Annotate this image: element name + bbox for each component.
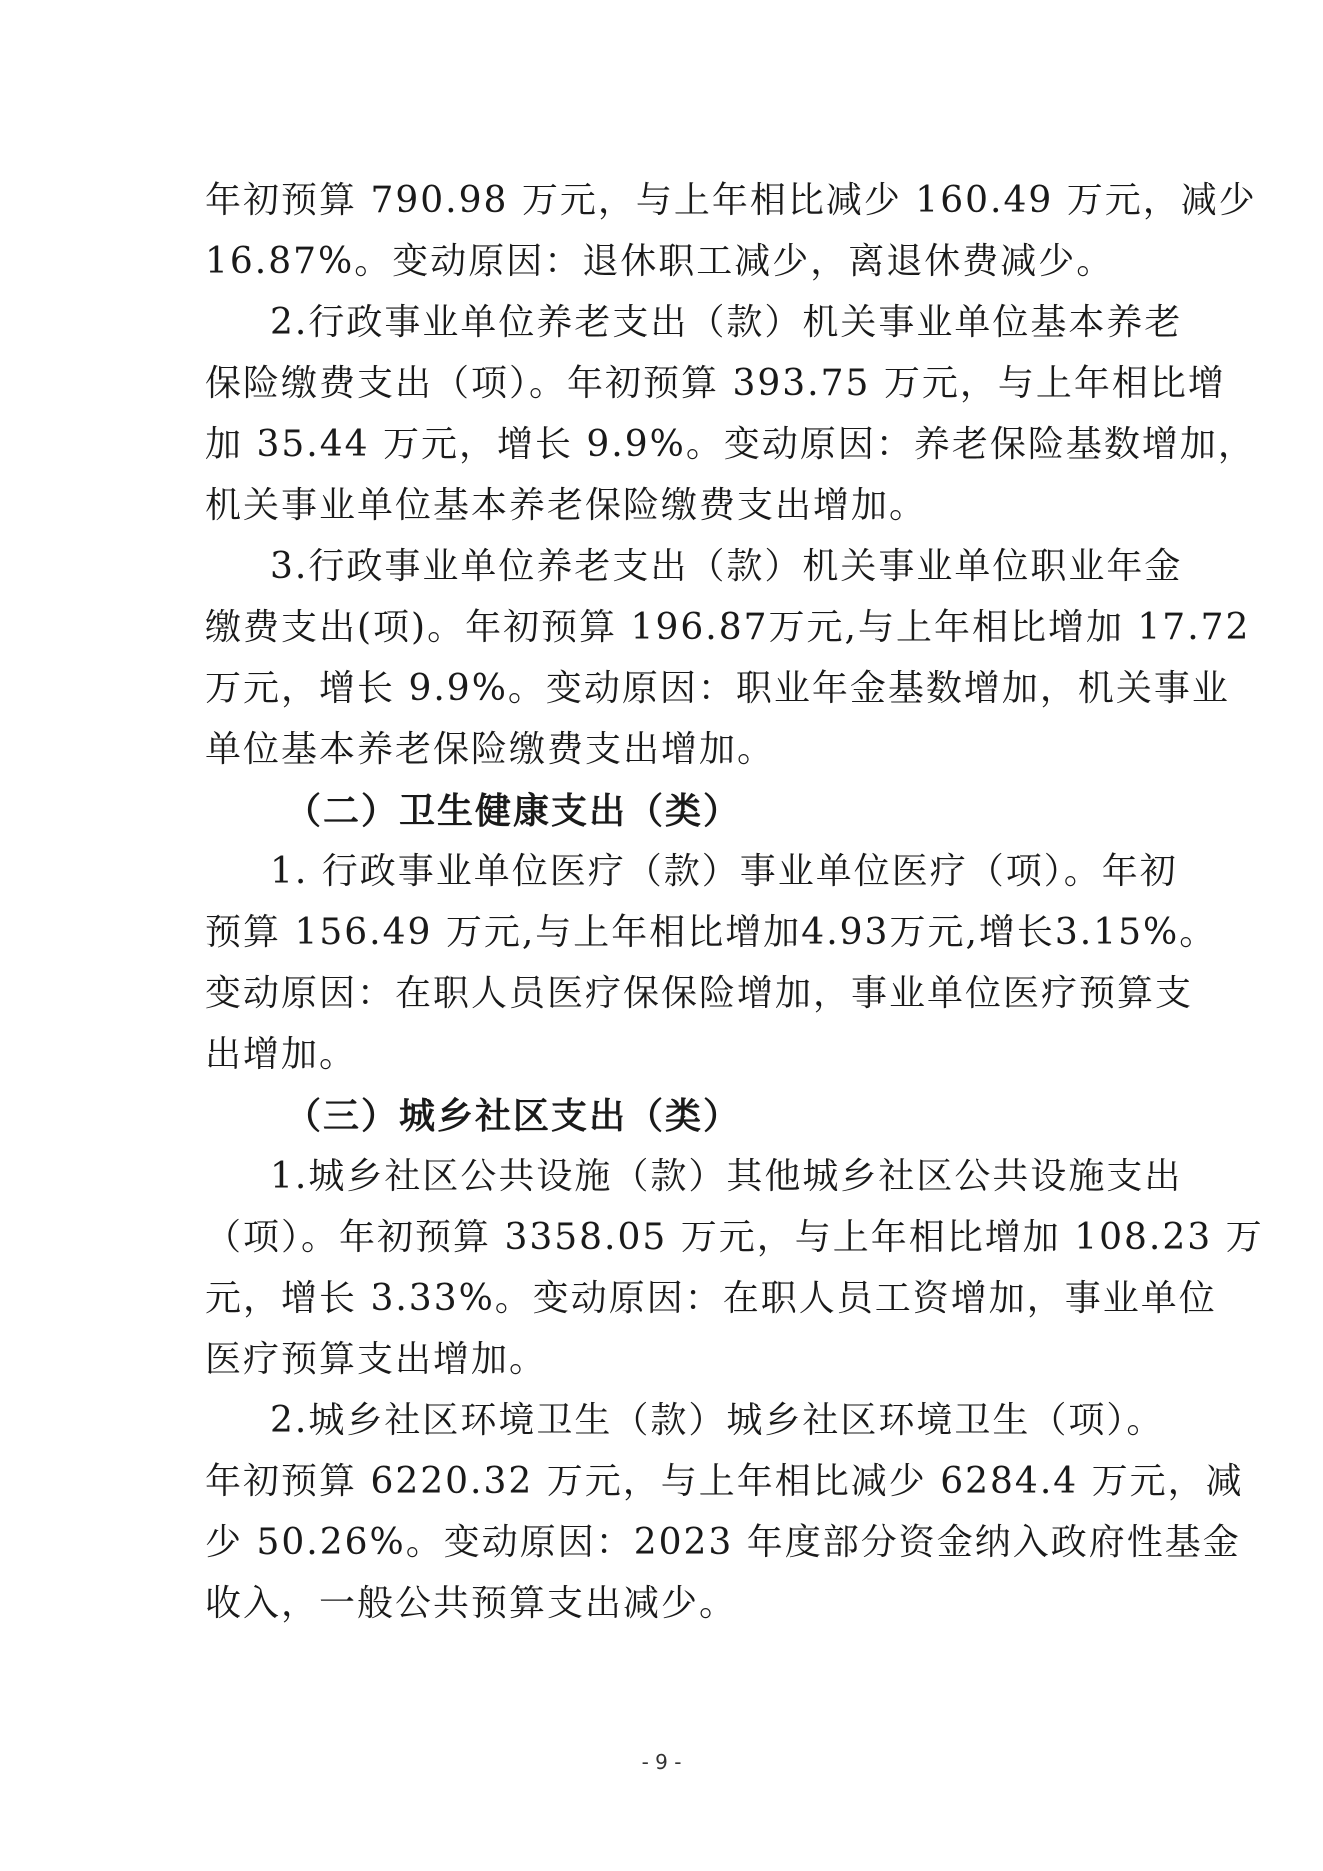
text-line: 保险缴费支出（项）。年初预算 393.75 万元，与上年相比增 <box>205 363 1226 404</box>
text-line: 2.城乡社区环境卫生（款）城乡社区环境卫生（项）。 <box>270 1400 1165 1441</box>
section-heading: （二）卫生健康支出（类） <box>285 790 742 832</box>
text-line: 单位基本养老保险缴费支出增加。 <box>205 729 776 770</box>
text-line: 缴费支出(项)。年初预算 196.87万元,与上年相比增加 17.72 <box>205 607 1251 648</box>
text-line: 出增加。 <box>205 1034 358 1075</box>
page-number: - 9 - <box>641 1750 682 1774</box>
section-heading: （三）城乡社区支出（类） <box>285 1095 742 1137</box>
text-line: 机关事业单位基本养老保险缴费支出增加。 <box>205 485 928 526</box>
text-line: 1.城乡社区公共设施（款）其他城乡社区公共设施支出 <box>270 1156 1183 1197</box>
text-line: 元，增长 3.33%。变动原因：在职人员工资增加，事业单位 <box>205 1278 1217 1319</box>
text-line: 16.87%。变动原因：退休职工减少，离退休费减少。 <box>205 241 1115 282</box>
text-line: （项）。年初预算 3358.05 万元，与上年相比增加 108.23 万 <box>205 1217 1264 1258</box>
text-line: 变动原因：在职人员医疗保保险增加，事业单位医疗预算支 <box>205 973 1194 1014</box>
text-line: 收入，一般公共预算支出减少。 <box>205 1583 738 1624</box>
text-line: 3.行政事业单位养老支出（款）机关事业单位职业年金 <box>270 546 1183 587</box>
text-line: 2.行政事业单位养老支出（款）机关事业单位基本养老 <box>270 302 1183 343</box>
text-line: 医疗预算支出增加。 <box>205 1339 548 1380</box>
text-line: 少 50.26%。变动原因：2023 年度部分资金纳入政府性基金 <box>205 1522 1241 1563</box>
text-line: 年初预算 790.98 万元，与上年相比减少 160.49 万元，减少 <box>205 180 1257 221</box>
text-line: 年初预算 6220.32 万元，与上年相比减少 6284.4 万元，减 <box>205 1461 1244 1502</box>
text-line: 万元，增长 9.9%。变动原因：职业年金基数增加，机关事业 <box>205 668 1230 709</box>
text-line: 1. 行政事业单位医疗（款）事业单位医疗（项）。年初 <box>270 851 1178 892</box>
text-line: 加 35.44 万元，增长 9.9%。变动原因：养老保险基数增加， <box>205 424 1256 465</box>
text-line: 预算 156.49 万元,与上年相比增加4.93万元,增长3.15%。 <box>205 912 1218 953</box>
